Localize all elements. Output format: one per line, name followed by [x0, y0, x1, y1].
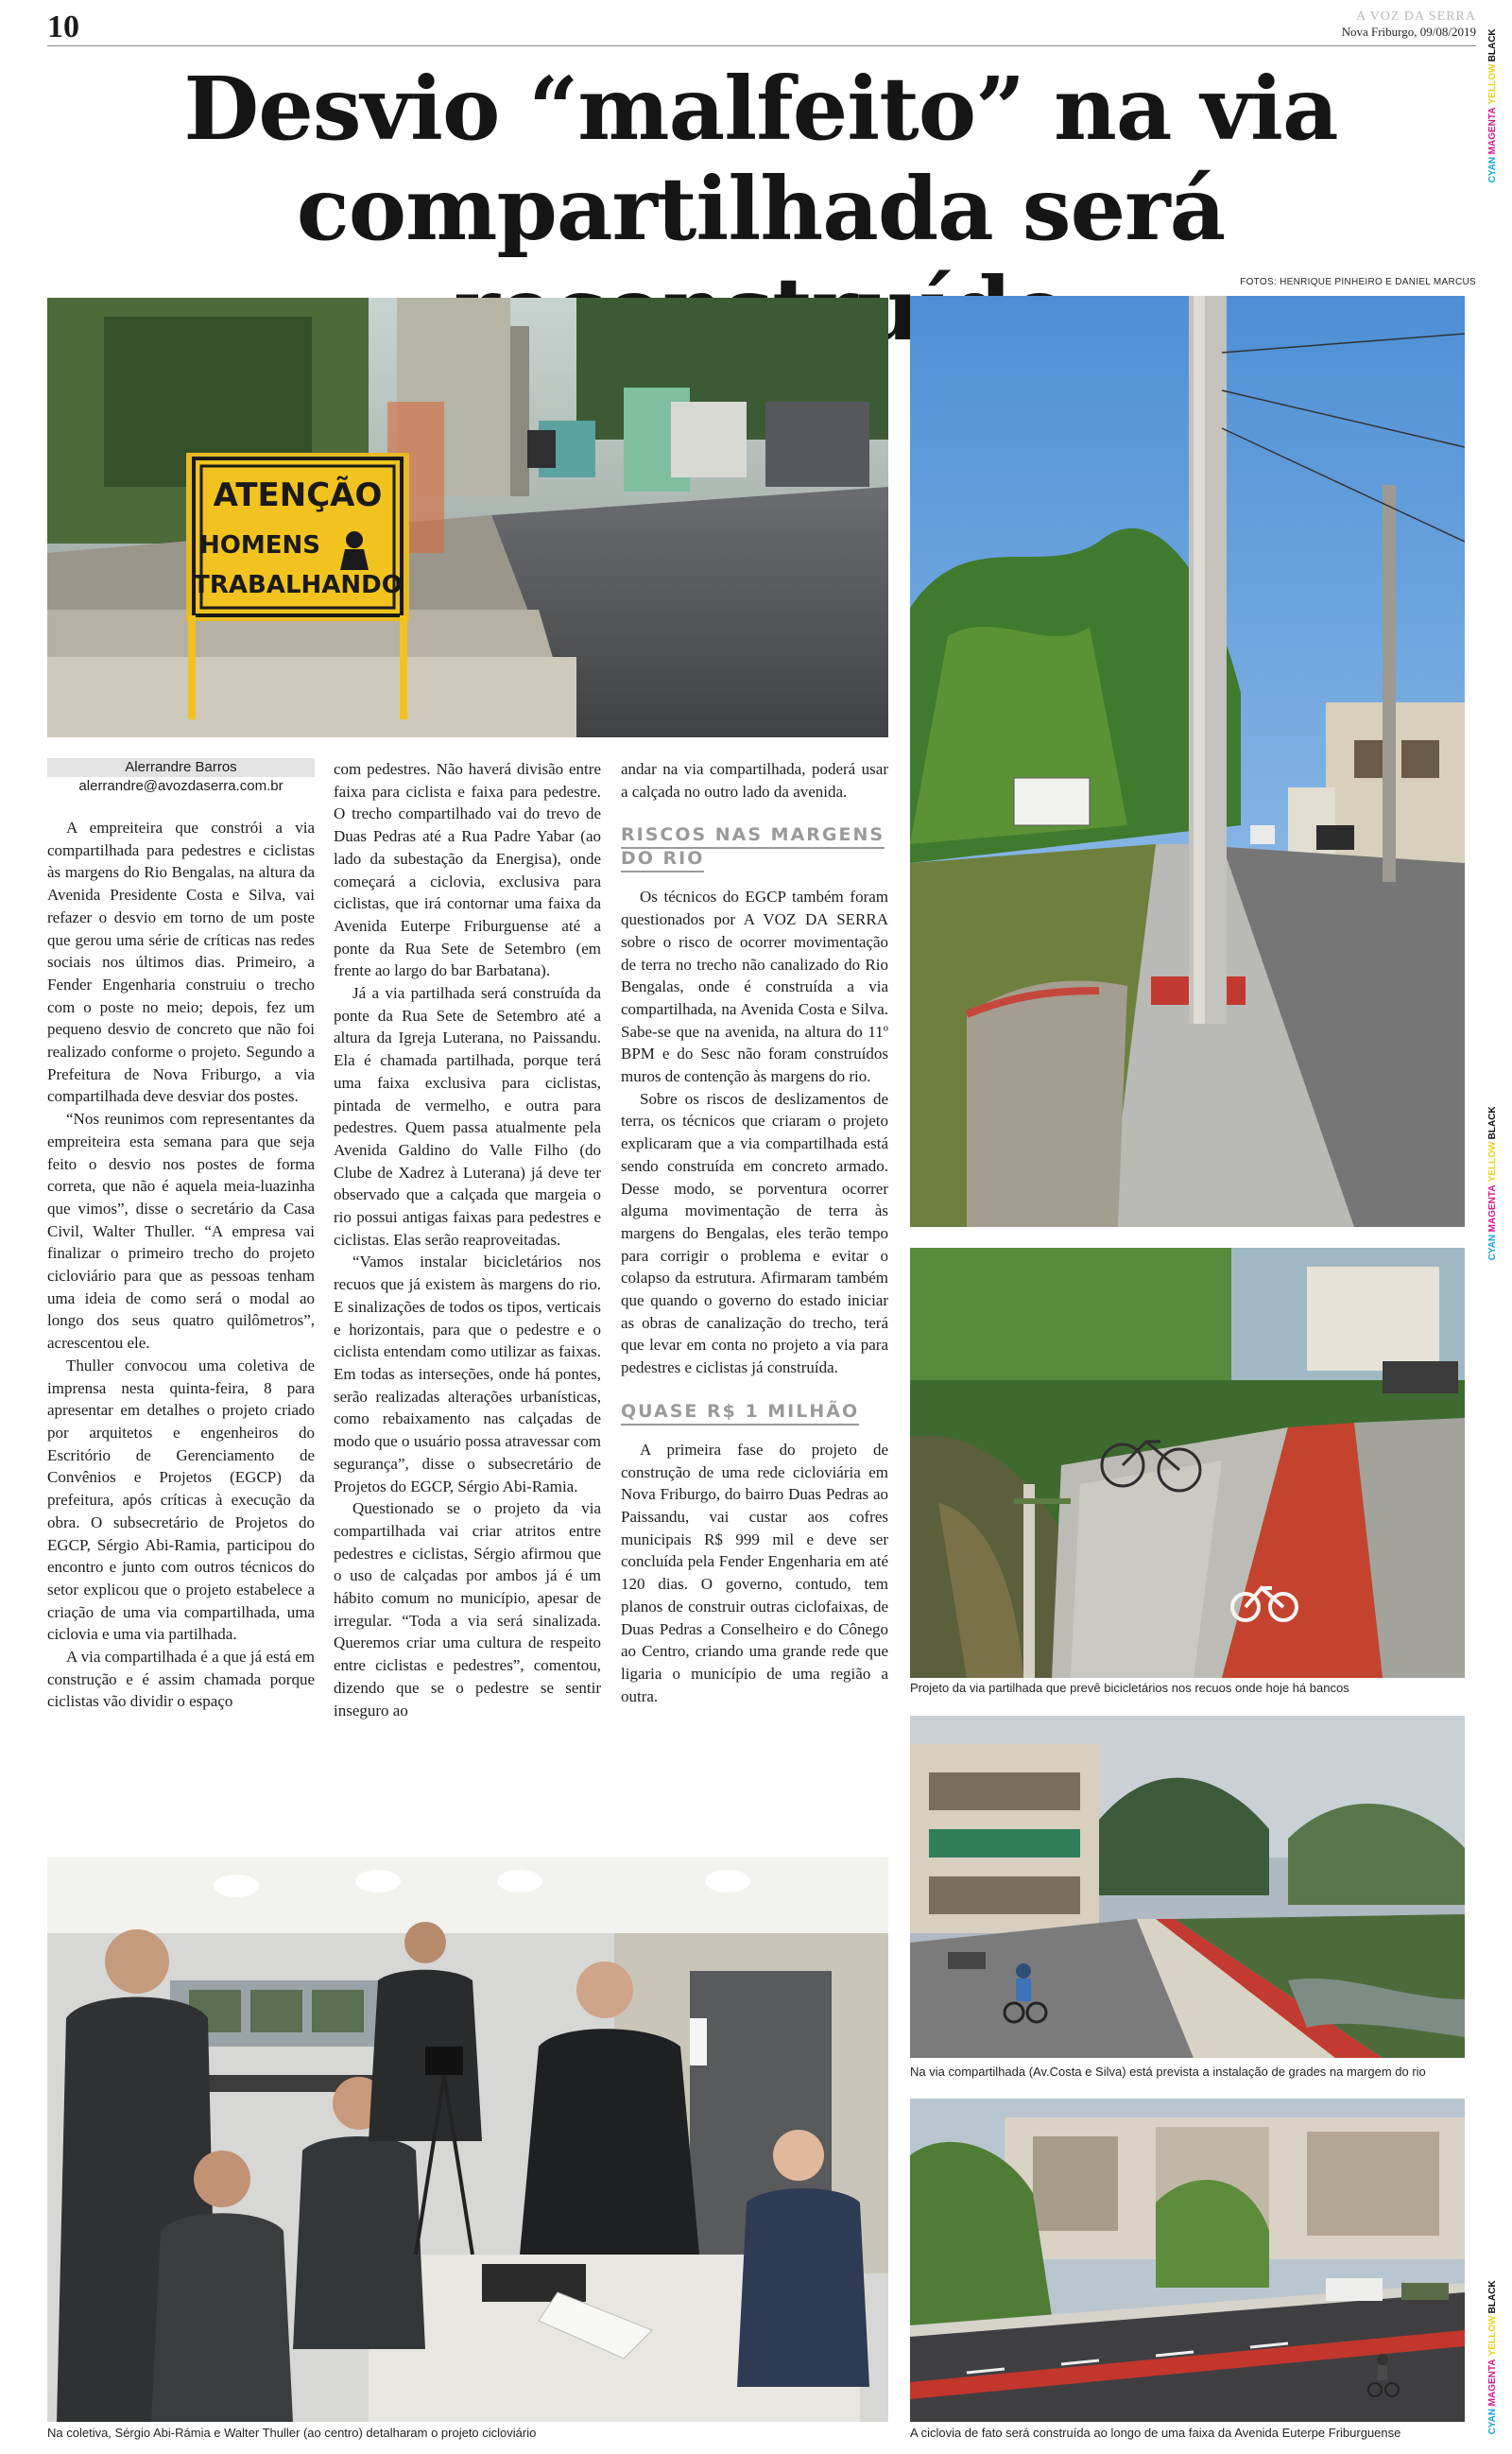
article-column-2	[334, 758, 601, 1721]
paragraph: Já a via partilhada será construída da ponte da Rua Sete de Setembro até a altura da Igreja Luterana, no Paissandu. Ela é chamada partilhada, porque terá uma faixa exclusiva para ciclistas, pintada de vermelho, e outra para pedestres. Quem passa atualmente pela Avenida Galdino do Valle Filho (do Clube de Xadrez à Luterana) já deve ter observado que a calçada que margeia o rio possui antigas faixas para pedestres e ciclistas. Elas serão reaproveitadas.	[334, 984, 601, 1249]
color-bar-top: CYAN MAGENTA YELLOW BLACK	[1487, 28, 1498, 183]
author-name: Alerrandre Barros	[47, 758, 315, 777]
paragraph: Sobre os riscos de deslizamentos de terra, os técnicos que criaram o projeto explicaram que a via compartilhada está sendo construída em concreto armado. Desse modo, se porventura ocorrer alguma movimentação de terra às margens do Bengalas, eles terão tempo para corrigir o problema e evitar o colapso da estrutura. Afirmaram também que quando o governo do estado iniciar as obras de canalização do trecho, terá que levar em conta no projeto a via para pedestres e ciclistas já construída.	[621, 1089, 888, 1377]
paragraph: Questionado se o projeto da via compartilhada vai criar atritos entre pedestres e ciclistas, Sérgio afirmou que o uso de calçadas por ambos já é um hábito comum no município, apesar de irregular. “Toda a via será sinalizada. Queremos criar uma cultura de respeito entre ciclistas e pedestres”, comentou, dizendo que se o pedestre se sentir inseguro ao	[334, 1499, 601, 1720]
sign-line-2: HOMENS	[199, 531, 320, 560]
caption-euterpe: A ciclovia de fato será construída ao longo de uma faixa da Avenida Euterpe Friburguense	[910, 2426, 1401, 2440]
sign-line-3: TRABALHANDO	[193, 571, 403, 599]
caption-bike-rack: Projeto da via partilhada que prevê bicicletários nos recuos onde hoje há bancos	[910, 1681, 1349, 1695]
photo-costa-silva-render	[910, 1716, 1465, 2058]
page-number: 10	[47, 9, 79, 44]
paragraph: “Nos reunimos com representantes da empreiteira esta semana para que seja feito o desvio nos postes de forma correta, que não é aquela meia-luazinha que vimos”, disse o secretário da Casa Civil, Walter Thuller. “A empresa vai finalizar o primeiro trecho do projeto cicloviário para que as pessoas tenham uma ideia de como será o modal ao longo dos seus quatro quilômetros”, acrescentou ele.	[47, 1110, 315, 1353]
photo-press-meeting	[47, 1858, 888, 2422]
newspaper-name: A VOZ DA SERRA	[1356, 9, 1476, 24]
photo-credit: FOTOS: HENRIQUE PINHEIRO E DANIEL MARCUS	[1240, 277, 1476, 287]
byline	[47, 758, 315, 796]
article-column-3	[621, 758, 888, 1707]
color-bar-middle: CYAN MAGENTA YELLOW BLACK	[1487, 1106, 1498, 1261]
headline-line-2: compartilhada será	[296, 158, 1226, 260]
paragraph: Thuller convocou uma coletiva de imprensa nesta quinta-feira, 8 para apresentar em detalhes o projeto criado por arquitetos e engenheiros do Escritório de Gerenciamento de Convênios e Projetos (EGCP) da prefeitura, após críticas à execução da obra. O subsecretário de Projetos do EGCP, Sérgio Abi-Ramia, participou do encontro e junto com outros técnicos do setor explicou que o projeto estabelece a criação de uma via compartilhada, uma ciclovia e uma via partilhada.	[47, 1356, 315, 1644]
author-email[interactable]: alerrandre@avozdaserra.com.br	[78, 778, 284, 794]
paragraph: andar na via compartilhada, poderá usar a calçada no outro lado da avenida.	[621, 760, 888, 801]
headline-line-1: Desvio “malfeito” na via	[183, 58, 1338, 160]
article-column-1	[47, 758, 315, 1713]
photo-pole-on-path	[910, 296, 1465, 1227]
photo-bike-rack-render	[910, 1248, 1465, 1678]
caption-costa-silva: Na via compartilhada (Av.Costa e Silva) está prevista a instalação de grades na margem do rio	[910, 2065, 1426, 2079]
paragraph: A empreiteira que constrói a via compartilhada para pedestres e ciclistas às margens do Rio Bengalas, na altura da Avenida Presidente Costa e Silva, vai refazer o desvio em torno de um poste que gerou uma série de críticas nas redes sociais nos últimos dias. Primeiro, a Fender Engenharia construiu o trecho com o poste no meio; depois, fez um pequeno desvio de concreto que não foi realizado conforme o projeto. Segundo a Prefeitura de Nova Friburgo, a via compartilhada deve desviar dos postes.	[47, 819, 315, 1106]
photo-euterpe-render	[910, 2099, 1465, 2422]
masthead	[1342, 9, 1476, 40]
subhead-riscos: RISCOS NAS MARGENS DO RIO	[621, 823, 888, 871]
paragraph: com pedestres. Não haverá divisão entre faixa para ciclista e faixa para pedestre. O trecho compartilhado vai do trevo de Duas Pedras até a Rua Padre Yabar (ao lado da subestação da Energisa), onde começará a ciclovia, exclusiva para ciclistas, que irá contornar uma faixa da Avenida Euterpe Friburguense até a ponte da Rua Sete de Setembro (em frente ao largo do bar Barbatana).	[334, 760, 601, 980]
header-rule	[47, 45, 1476, 46]
photo-warning-sign	[47, 298, 888, 737]
paragraph: A primeira fase do projeto de construção de uma rede cicloviária em Nova Friburgo, do bairro Duas Pedras ao Paissandu, vai custar aos cofres municipais R$ 999 mil e deve ser concluída pela Fender Engenharia em até 120 dias. O governo, contudo, tem planos de construir outras ciclofaixas, de Duas Pedras a Conselheiro e do Cônego ao Centro, criando uma grande rede que ligaria o município de uma região a outra.	[621, 1440, 888, 1705]
edition-date: Nova Friburgo, 09/08/2019	[1341, 25, 1476, 39]
color-bar-bottom: CYAN MAGENTA YELLOW BLACK	[1487, 2280, 1498, 2435]
paragraph: “Vamos instalar bicicletários nos recuos que já existem às margens do rio. E sinalizações de todos os tipos, verticais e horizontais, para que o pedestre e o ciclista entendam como utilizar as faixas. Em todas as interseções, onde há pontes, serão realizadas alterações urbanísticas, como rebaixamento nas calçadas de modo que o usuário possa atravessar com segurança”, disse o subsecretário de Projetos do EGCP, Sérgio Abi-Ramia.	[334, 1253, 601, 1495]
sign-line-1: ATENÇÃO	[213, 476, 383, 514]
caption-meeting: Na coletiva, Sérgio Abi-Rámia e Walter Thuller (ao centro) detalharam o projeto cicloviário	[47, 2426, 537, 2440]
subhead-milhao: QUASE R$ 1 MILHÃO	[621, 1400, 888, 1424]
paragraph: Os técnicos do EGCP também foram questionados por A VOZ DA SERRA sobre o risco de ocorrer movimentação de terra no trecho não canalizado do Rio Bengalas, onde é construída a via compartilhada, na Avenida Costa e Silva. Sabe-se que na avenida, na altura do 11º BPM e do Sesc não foram construídos muros de contenção às margens do rio.	[621, 888, 888, 1086]
paragraph: A via compartilhada é a que já está em construção e é assim chamada porque ciclistas vão dividir o espaço	[47, 1648, 315, 1711]
